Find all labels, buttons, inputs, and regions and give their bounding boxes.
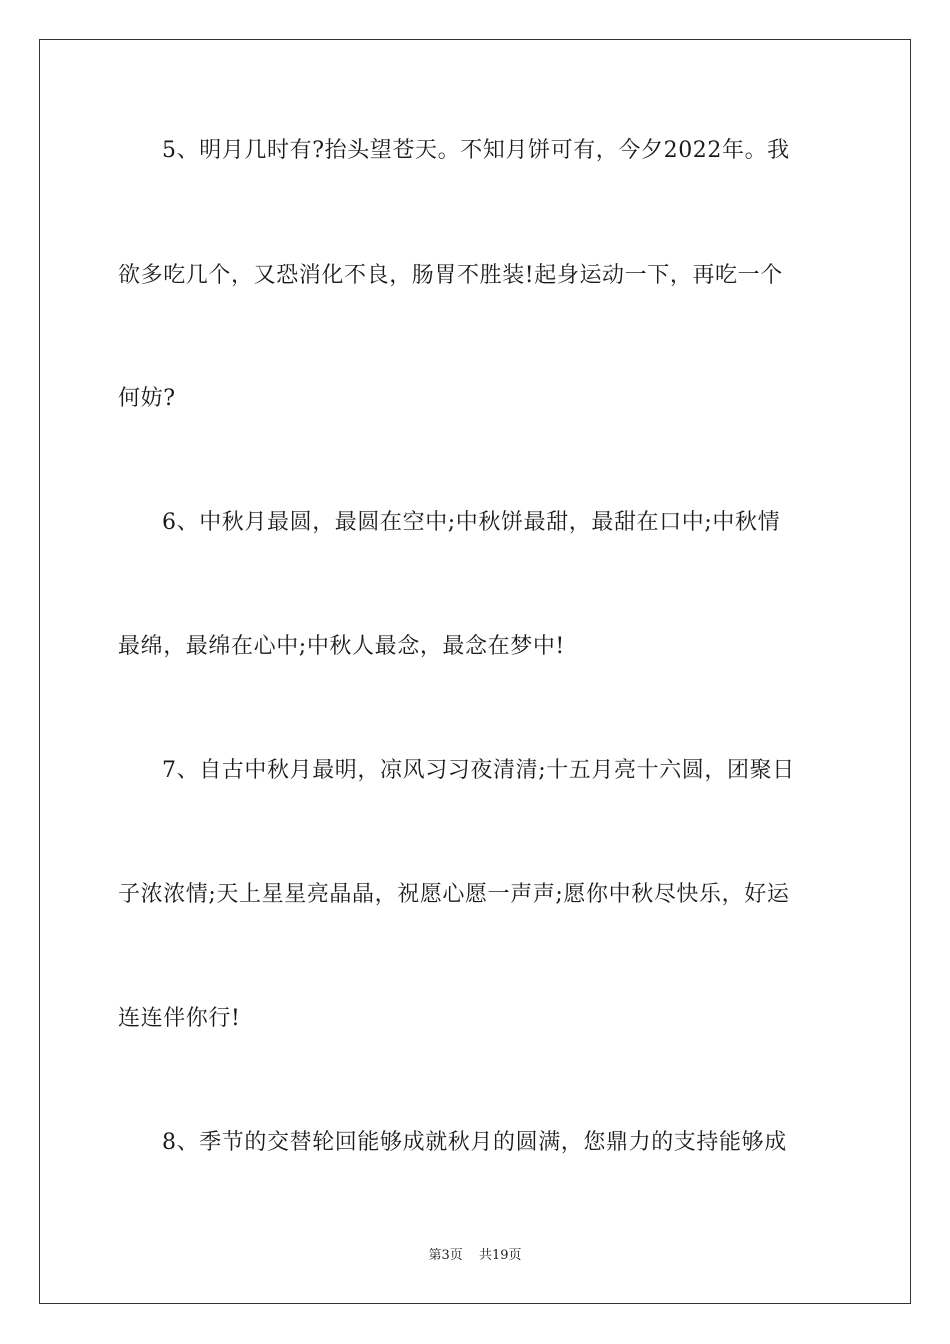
text-line: 子浓浓情;天上星星亮晶晶，祝愿心愿一声声;愿你中秋尽快乐，好运 — [118, 882, 790, 907]
text-line: 5、明月几时有?抬头望苍天。不知月饼可有，今夕2022年。我 — [162, 138, 790, 163]
text-line: 连连伴你行! — [118, 1006, 241, 1031]
text-line: 欲多吃几个，又恐消化不良，肠胃不胜装!起身运动一下，再吃一个 — [118, 263, 783, 288]
page-number: 第3页 — [428, 1248, 463, 1263]
text-line: 7、自古中秋月最明，凉风习习夜清清;十五月亮十六圆，团聚日 — [162, 758, 795, 783]
page-footer — [0, 1247, 950, 1265]
text-line: 6、中秋月最圆，最圆在空中;中秋饼最甜，最甜在口中;中秋情 — [162, 510, 781, 535]
text-line: 8、季节的交替轮回能够成就秋月的圆满，您鼎力的支持能够成 — [162, 1130, 787, 1155]
page-total: 共19页 — [478, 1248, 522, 1263]
page-border — [39, 39, 911, 1304]
text-line: 最绵，最绵在心中;中秋人最念，最念在梦中! — [118, 634, 565, 659]
text-line: 何妨? — [118, 386, 176, 411]
